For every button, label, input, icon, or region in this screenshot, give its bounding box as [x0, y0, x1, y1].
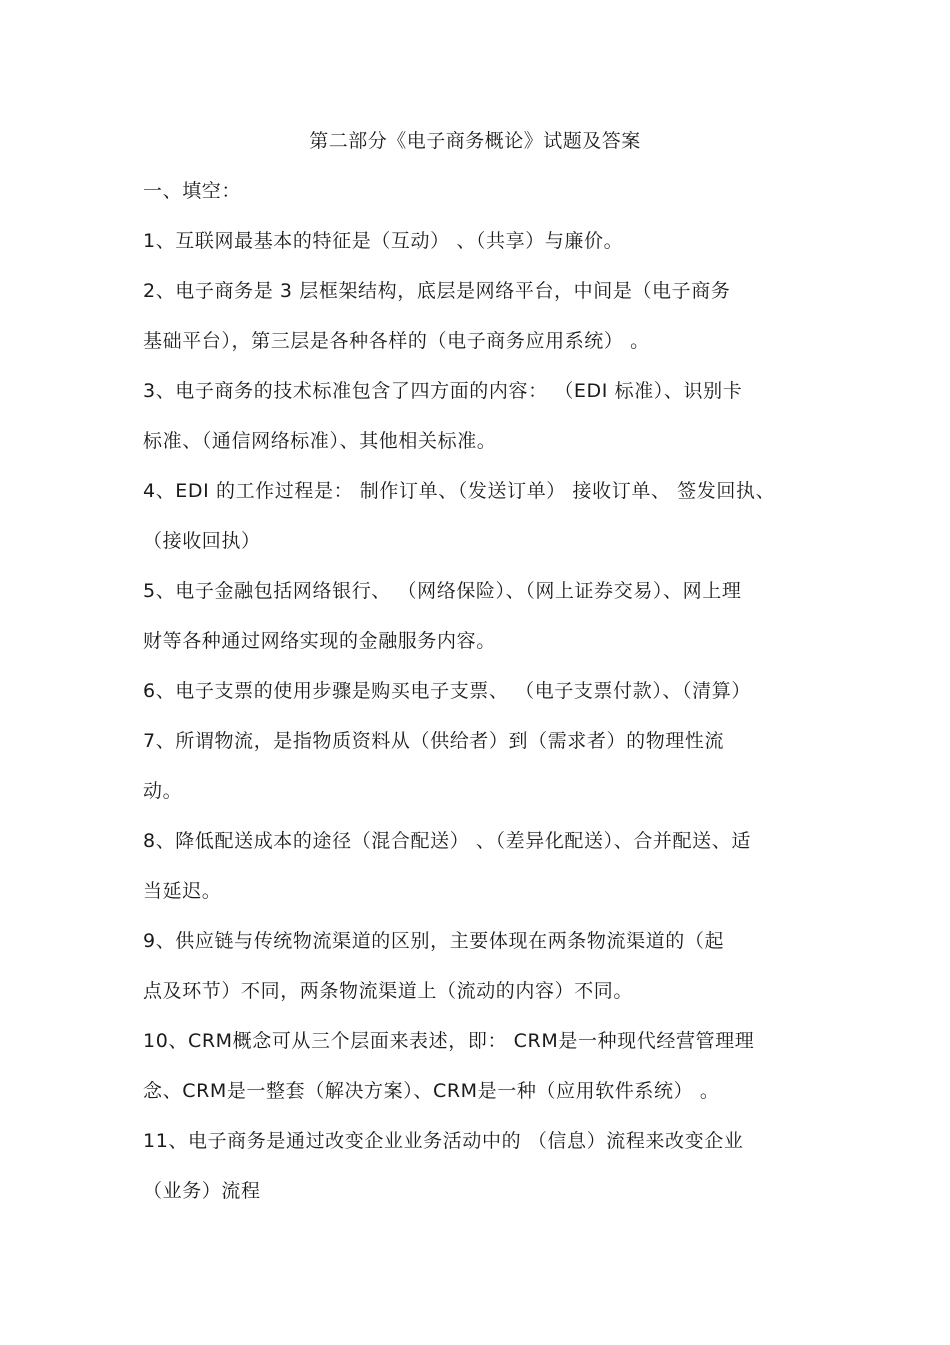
section-heading: 一、填空：: [143, 180, 242, 202]
text-line: 6、电子支票的使用步骤是购买电子支票、 （电子支票付款）、（清算）: [143, 680, 751, 702]
text-line: 7、所谓物流，是指物质资料从（供给者）到（需求者）的物理性流: [143, 730, 725, 752]
text-line: 3、电子商务的技术标准包含了四方面的内容： （EDI 标准）、识别卡: [143, 380, 743, 402]
text-line: 基础平台），第三层是各种各样的（电子商务应用系统） 。: [143, 330, 650, 352]
text-line: 点及环节）不同，两条物流渠道上（流动的内容）不同。: [143, 980, 634, 1002]
text-line: 11、电子商务是通过改变企业业务活动中的 （信息）流程来改变企业: [143, 1130, 744, 1152]
text-line: 4、EDI 的工作过程是： 制作订单、（发送订单） 接收订单、 签发回执、: [143, 480, 776, 502]
text-line: 念、CRM是一整套（解决方案）、CRM是一种（应用软件系统） 。: [143, 1080, 720, 1102]
text-line: 8、降低配送成本的途径（混合配送） 、（差异化配送）、合并配送、适: [143, 830, 751, 852]
text-line: 动。: [143, 780, 183, 802]
text-line: （业务）流程: [143, 1180, 261, 1202]
text-line: 1、互联网最基本的特征是（互动） 、（共享）与廉价。: [143, 230, 624, 252]
text-line: 10、CRM概念可从三个层面来表述，即： CRM是一种现代经营管理理: [143, 1030, 755, 1052]
document-title: 第二部分《电子商务概论》试题及答案: [309, 130, 641, 152]
text-line: 当延迟。: [143, 880, 222, 902]
text-line: 9、供应链与传统物流渠道的区别，主要体现在两条物流渠道的（起: [143, 930, 725, 952]
text-line: 财等各种通过网络实现的金融服务内容。: [143, 630, 496, 652]
text-line: 5、电子金融包括网络银行、 （网络保险）、（网上证券交易）、网上理: [143, 580, 742, 602]
text-line: （接收回执）: [143, 530, 261, 552]
text-line: 标准、（通信网络标准）、其他相关标准。: [143, 430, 497, 452]
text-line: 2、电子商务是 3 层框架结构，底层是网络平台，中间是（电子商务: [143, 280, 731, 302]
